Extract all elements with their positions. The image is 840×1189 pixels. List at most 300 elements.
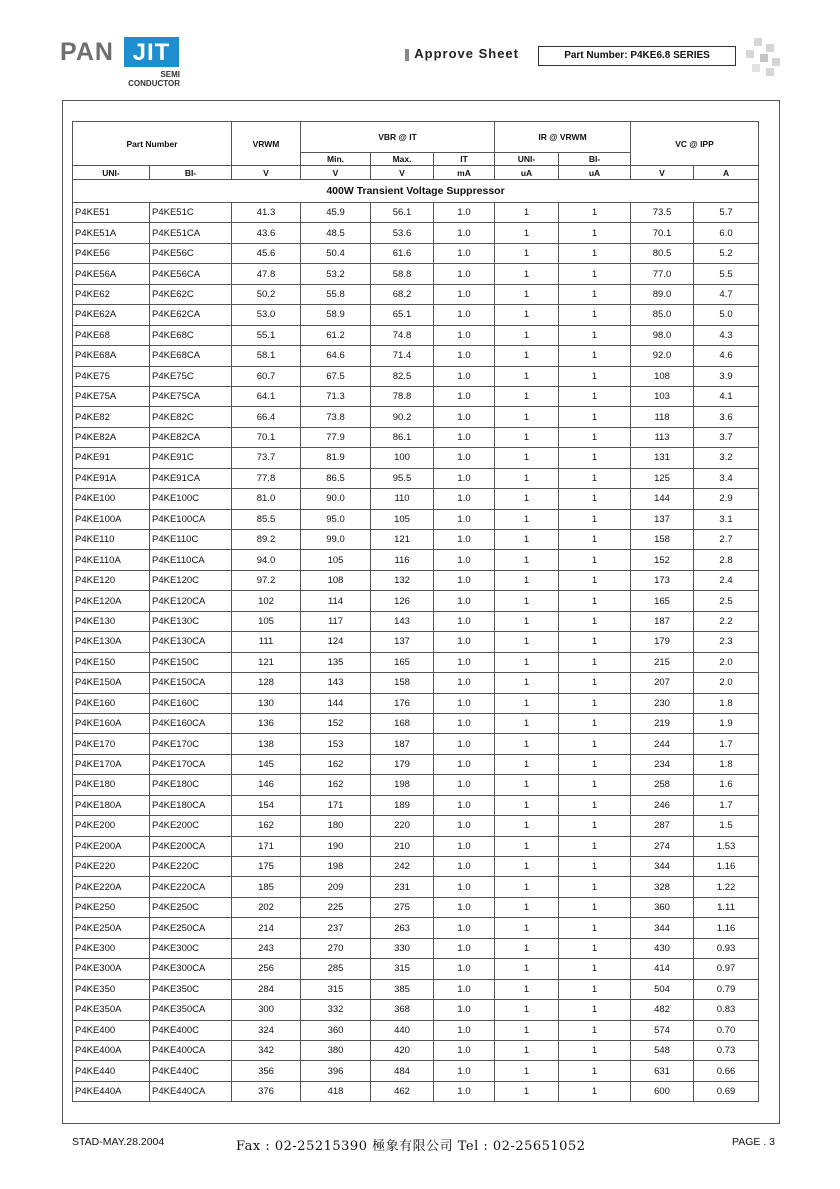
cell-vbr-min: 48.5 bbox=[301, 223, 371, 243]
cell-ir-bi: 1 bbox=[559, 407, 631, 427]
table-row bbox=[73, 509, 759, 529]
cell-ipp: 1.53 bbox=[694, 836, 759, 856]
table-row bbox=[73, 489, 759, 509]
cell-vbr-min: 114 bbox=[301, 591, 371, 611]
cell-it: 1.0 bbox=[434, 713, 495, 733]
cell-vbr-min: 50.4 bbox=[301, 243, 371, 263]
cell-vrwm: 66.4 bbox=[232, 407, 301, 427]
table-row bbox=[73, 203, 759, 223]
table-row bbox=[73, 530, 759, 550]
cell-it: 1.0 bbox=[434, 570, 495, 590]
cell-ipp: 2.8 bbox=[694, 550, 759, 570]
cell-vrwm: 47.8 bbox=[232, 264, 301, 284]
table-row bbox=[73, 1020, 759, 1040]
cell-vrwm: 70.1 bbox=[232, 427, 301, 447]
cell-uni-part: P4KE62A bbox=[73, 305, 150, 325]
cell-it: 1.0 bbox=[434, 203, 495, 223]
decorative-squares-icon bbox=[742, 38, 782, 78]
cell-uni-part: P4KE160A bbox=[73, 713, 150, 733]
cell-vc: 215 bbox=[631, 652, 694, 672]
cell-uni-part: P4KE150 bbox=[73, 652, 150, 672]
cell-vbr-max: 158 bbox=[371, 673, 434, 693]
spec-table bbox=[72, 121, 759, 1102]
cell-ir-bi: 1 bbox=[559, 938, 631, 958]
cell-vc: 98.0 bbox=[631, 325, 694, 345]
cell-vbr-min: 45.9 bbox=[301, 203, 371, 223]
cell-uni-part: P4KE250A bbox=[73, 918, 150, 938]
cell-vc: 234 bbox=[631, 754, 694, 774]
cell-ir-uni: 1 bbox=[495, 386, 559, 406]
cell-bi-part: P4KE300C bbox=[150, 938, 232, 958]
footer-page-number: PAGE . 3 bbox=[732, 1136, 775, 1148]
cell-ir-bi: 1 bbox=[559, 632, 631, 652]
cell-ir-bi: 1 bbox=[559, 550, 631, 570]
cell-it: 1.0 bbox=[434, 386, 495, 406]
cell-ir-bi: 1 bbox=[559, 264, 631, 284]
cell-it: 1.0 bbox=[434, 795, 495, 815]
cell-ir-bi: 1 bbox=[559, 203, 631, 223]
cell-ipp: 2.2 bbox=[694, 611, 759, 631]
cell-uni-part: P4KE62 bbox=[73, 284, 150, 304]
cell-vbr-min: 61.2 bbox=[301, 325, 371, 345]
cell-ir-bi: 1 bbox=[559, 897, 631, 917]
table-row bbox=[73, 264, 759, 284]
cell-uni-part: P4KE82A bbox=[73, 427, 150, 447]
table-row bbox=[73, 243, 759, 263]
cell-vbr-max: 95.5 bbox=[371, 468, 434, 488]
cell-uni-part: P4KE120 bbox=[73, 570, 150, 590]
cell-vrwm: 43.6 bbox=[232, 223, 301, 243]
cell-ir-uni: 1 bbox=[495, 1061, 559, 1081]
table-body bbox=[73, 203, 759, 1102]
header-it: IT bbox=[434, 153, 495, 166]
table-row bbox=[73, 938, 759, 958]
cell-bi-part: P4KE200CA bbox=[150, 836, 232, 856]
cell-uni-part: P4KE91 bbox=[73, 448, 150, 468]
cell-vbr-max: 132 bbox=[371, 570, 434, 590]
cell-bi-part: P4KE56CA bbox=[150, 264, 232, 284]
cell-vbr-max: 78.8 bbox=[371, 386, 434, 406]
cell-vbr-max: 315 bbox=[371, 959, 434, 979]
cell-vc: 108 bbox=[631, 366, 694, 386]
footer-doc-id: STAD-MAY.28.2004 bbox=[72, 1136, 165, 1148]
cell-ir-bi: 1 bbox=[559, 959, 631, 979]
cell-vbr-max: 368 bbox=[371, 1000, 434, 1020]
unit-max: V bbox=[371, 166, 434, 180]
cell-vbr-min: 380 bbox=[301, 1040, 371, 1060]
table-row bbox=[73, 468, 759, 488]
cell-ipp: 2.9 bbox=[694, 489, 759, 509]
cell-uni-part: P4KE440 bbox=[73, 1061, 150, 1081]
cell-ipp: 3.1 bbox=[694, 509, 759, 529]
cell-vc: 73.5 bbox=[631, 203, 694, 223]
cell-vrwm: 41.3 bbox=[232, 203, 301, 223]
cell-ir-uni: 1 bbox=[495, 346, 559, 366]
cell-ipp: 3.7 bbox=[694, 427, 759, 447]
cell-vc: 360 bbox=[631, 897, 694, 917]
table-row bbox=[73, 959, 759, 979]
cell-vc: 158 bbox=[631, 530, 694, 550]
cell-vbr-min: 396 bbox=[301, 1061, 371, 1081]
cell-uni-part: P4KE200A bbox=[73, 836, 150, 856]
cell-vc: 600 bbox=[631, 1081, 694, 1101]
cell-ipp: 1.6 bbox=[694, 775, 759, 795]
page-title-text: Approve Sheet bbox=[414, 46, 519, 61]
cell-vbr-max: 220 bbox=[371, 816, 434, 836]
cell-ipp: 2.5 bbox=[694, 591, 759, 611]
cell-bi-part: P4KE440CA bbox=[150, 1081, 232, 1101]
cell-bi-part: P4KE110C bbox=[150, 530, 232, 550]
cell-vrwm: 300 bbox=[232, 1000, 301, 1020]
cell-uni-part: P4KE400 bbox=[73, 1020, 150, 1040]
header-bi: BI- bbox=[559, 153, 631, 166]
cell-vbr-min: 153 bbox=[301, 734, 371, 754]
cell-bi-part: P4KE160C bbox=[150, 693, 232, 713]
cell-vrwm: 81.0 bbox=[232, 489, 301, 509]
cell-ir-bi: 1 bbox=[559, 489, 631, 509]
cell-vbr-min: 237 bbox=[301, 918, 371, 938]
cell-vc: 258 bbox=[631, 775, 694, 795]
cell-vrwm: 376 bbox=[232, 1081, 301, 1101]
cell-vbr-min: 108 bbox=[301, 570, 371, 590]
cell-vbr-max: 82.5 bbox=[371, 366, 434, 386]
cell-vbr-max: 330 bbox=[371, 938, 434, 958]
cell-vrwm: 243 bbox=[232, 938, 301, 958]
cell-uni-part: P4KE51A bbox=[73, 223, 150, 243]
cell-uni-part: P4KE100 bbox=[73, 489, 150, 509]
cell-ir-bi: 1 bbox=[559, 1081, 631, 1101]
cell-ir-uni: 1 bbox=[495, 1000, 559, 1020]
cell-it: 1.0 bbox=[434, 243, 495, 263]
cell-it: 1.0 bbox=[434, 652, 495, 672]
cell-it: 1.0 bbox=[434, 366, 495, 386]
cell-vc: 287 bbox=[631, 816, 694, 836]
table-row bbox=[73, 325, 759, 345]
cell-vbr-max: 58.8 bbox=[371, 264, 434, 284]
cell-ir-uni: 1 bbox=[495, 959, 559, 979]
cell-ipp: 5.2 bbox=[694, 243, 759, 263]
cell-uni-part: P4KE56A bbox=[73, 264, 150, 284]
table-row bbox=[73, 366, 759, 386]
cell-ir-bi: 1 bbox=[559, 836, 631, 856]
table-row bbox=[73, 346, 759, 366]
cell-vbr-max: 187 bbox=[371, 734, 434, 754]
cell-ir-uni: 1 bbox=[495, 652, 559, 672]
cell-bi-part: P4KE220C bbox=[150, 857, 232, 877]
cell-it: 1.0 bbox=[434, 468, 495, 488]
cell-vrwm: 146 bbox=[232, 775, 301, 795]
cell-vrwm: 356 bbox=[232, 1061, 301, 1081]
cell-ir-bi: 1 bbox=[559, 693, 631, 713]
cell-vbr-min: 77.9 bbox=[301, 427, 371, 447]
cell-ipp: 4.6 bbox=[694, 346, 759, 366]
cell-ipp: 4.3 bbox=[694, 325, 759, 345]
cell-uni-part: P4KE220 bbox=[73, 857, 150, 877]
cell-bi-part: P4KE56C bbox=[150, 243, 232, 263]
cell-ir-bi: 1 bbox=[559, 427, 631, 447]
cell-it: 1.0 bbox=[434, 264, 495, 284]
table-row bbox=[73, 407, 759, 427]
cell-vbr-min: 86.5 bbox=[301, 468, 371, 488]
cell-bi-part: P4KE180C bbox=[150, 775, 232, 795]
cell-vbr-min: 117 bbox=[301, 611, 371, 631]
cell-vrwm: 171 bbox=[232, 836, 301, 856]
cell-vc: 274 bbox=[631, 836, 694, 856]
table-row bbox=[73, 836, 759, 856]
cell-bi-part: P4KE75CA bbox=[150, 386, 232, 406]
cell-vrwm: 145 bbox=[232, 754, 301, 774]
cell-vc: 482 bbox=[631, 1000, 694, 1020]
cell-ipp: 0.79 bbox=[694, 979, 759, 999]
cell-ir-uni: 1 bbox=[495, 570, 559, 590]
cell-vc: 187 bbox=[631, 611, 694, 631]
cell-bi-part: P4KE250CA bbox=[150, 918, 232, 938]
table-row bbox=[73, 448, 759, 468]
cell-ipp: 2.7 bbox=[694, 530, 759, 550]
cell-vc: 113 bbox=[631, 427, 694, 447]
cell-vbr-max: 242 bbox=[371, 857, 434, 877]
cell-ir-bi: 1 bbox=[559, 325, 631, 345]
cell-ir-uni: 1 bbox=[495, 1081, 559, 1101]
cell-ir-uni: 1 bbox=[495, 305, 559, 325]
cell-bi-part: P4KE400C bbox=[150, 1020, 232, 1040]
cell-it: 1.0 bbox=[434, 632, 495, 652]
cell-it: 1.0 bbox=[434, 509, 495, 529]
cell-uni-part: P4KE150A bbox=[73, 673, 150, 693]
logo-conductor-text: CONDUCTOR bbox=[128, 79, 180, 88]
cell-ir-uni: 1 bbox=[495, 550, 559, 570]
cell-it: 1.0 bbox=[434, 754, 495, 774]
cell-it: 1.0 bbox=[434, 775, 495, 795]
cell-ir-bi: 1 bbox=[559, 346, 631, 366]
table-row bbox=[73, 611, 759, 631]
cell-it: 1.0 bbox=[434, 979, 495, 999]
cell-vc: 504 bbox=[631, 979, 694, 999]
cell-vc: 430 bbox=[631, 938, 694, 958]
cell-it: 1.0 bbox=[434, 530, 495, 550]
table-row bbox=[73, 386, 759, 406]
cell-ir-uni: 1 bbox=[495, 754, 559, 774]
cell-vc: 137 bbox=[631, 509, 694, 529]
header-part-number: Part Number bbox=[73, 122, 232, 166]
cell-ipp: 2.0 bbox=[694, 673, 759, 693]
cell-vc: 344 bbox=[631, 918, 694, 938]
unit-it: mA bbox=[434, 166, 495, 180]
cell-ir-uni: 1 bbox=[495, 734, 559, 754]
table-row bbox=[73, 979, 759, 999]
cell-vrwm: 50.2 bbox=[232, 284, 301, 304]
cell-uni-part: P4KE130A bbox=[73, 632, 150, 652]
table-row bbox=[73, 1081, 759, 1101]
cell-bi-part: P4KE220CA bbox=[150, 877, 232, 897]
cell-uni-part: P4KE91A bbox=[73, 468, 150, 488]
cell-vbr-min: 152 bbox=[301, 713, 371, 733]
table-row bbox=[73, 795, 759, 815]
table-row bbox=[73, 652, 759, 672]
table-row bbox=[73, 775, 759, 795]
table-row bbox=[73, 305, 759, 325]
table-row bbox=[73, 1040, 759, 1060]
header-ir: IR @ VRWM bbox=[495, 122, 631, 153]
cell-vbr-min: 198 bbox=[301, 857, 371, 877]
cell-vrwm: 111 bbox=[232, 632, 301, 652]
cell-vbr-min: 332 bbox=[301, 1000, 371, 1020]
section-title: 400W Transient Voltage Suppressor bbox=[73, 180, 759, 203]
cell-ir-bi: 1 bbox=[559, 386, 631, 406]
cell-uni-part: P4KE250 bbox=[73, 897, 150, 917]
cell-it: 1.0 bbox=[434, 284, 495, 304]
cell-vrwm: 105 bbox=[232, 611, 301, 631]
cell-bi-part: P4KE51CA bbox=[150, 223, 232, 243]
cell-vc: 219 bbox=[631, 713, 694, 733]
cell-uni-part: P4KE130 bbox=[73, 611, 150, 631]
cell-ipp: 1.9 bbox=[694, 713, 759, 733]
cell-vc: 631 bbox=[631, 1061, 694, 1081]
cell-vc: 414 bbox=[631, 959, 694, 979]
unit-ir-uni: uA bbox=[495, 166, 559, 180]
cell-ir-bi: 1 bbox=[559, 284, 631, 304]
cell-vbr-min: 55.8 bbox=[301, 284, 371, 304]
cell-ipp: 3.9 bbox=[694, 366, 759, 386]
cell-vc: 173 bbox=[631, 570, 694, 590]
cell-uni-part: P4KE75A bbox=[73, 386, 150, 406]
cell-ipp: 5.5 bbox=[694, 264, 759, 284]
cell-vc: 125 bbox=[631, 468, 694, 488]
table-row bbox=[73, 673, 759, 693]
cell-bi-part: P4KE150CA bbox=[150, 673, 232, 693]
cell-it: 1.0 bbox=[434, 489, 495, 509]
cell-vc: 179 bbox=[631, 632, 694, 652]
cell-bi-part: P4KE82CA bbox=[150, 427, 232, 447]
unit-ir-bi: uA bbox=[559, 166, 631, 180]
logo-jit-text: JIT bbox=[124, 37, 179, 67]
cell-ir-bi: 1 bbox=[559, 1040, 631, 1060]
cell-bi-part: P4KE170CA bbox=[150, 754, 232, 774]
part-number-label: Part Number: bbox=[564, 50, 628, 61]
company-logo bbox=[60, 34, 190, 90]
cell-vrwm: 60.7 bbox=[232, 366, 301, 386]
cell-vbr-min: 360 bbox=[301, 1020, 371, 1040]
cell-ir-bi: 1 bbox=[559, 877, 631, 897]
cell-ir-bi: 1 bbox=[559, 775, 631, 795]
cell-ipp: 6.0 bbox=[694, 223, 759, 243]
cell-ir-uni: 1 bbox=[495, 407, 559, 427]
cell-ipp: 5.0 bbox=[694, 305, 759, 325]
cell-it: 1.0 bbox=[434, 611, 495, 631]
cell-ir-uni: 1 bbox=[495, 877, 559, 897]
cell-ir-bi: 1 bbox=[559, 713, 631, 733]
cell-vc: 152 bbox=[631, 550, 694, 570]
cell-ir-uni: 1 bbox=[495, 366, 559, 386]
cell-vrwm: 102 bbox=[232, 591, 301, 611]
cell-uni-part: P4KE68A bbox=[73, 346, 150, 366]
cell-vrwm: 53.0 bbox=[232, 305, 301, 325]
cell-ir-bi: 1 bbox=[559, 1000, 631, 1020]
cell-uni-part: P4KE56 bbox=[73, 243, 150, 263]
cell-ir-bi: 1 bbox=[559, 305, 631, 325]
cell-ir-bi: 1 bbox=[559, 857, 631, 877]
cell-bi-part: P4KE130C bbox=[150, 611, 232, 631]
cell-it: 1.0 bbox=[434, 1020, 495, 1040]
cell-bi-part: P4KE100C bbox=[150, 489, 232, 509]
header-max: Max. bbox=[371, 153, 434, 166]
cell-vbr-min: 124 bbox=[301, 632, 371, 652]
cell-ipp: 1.8 bbox=[694, 693, 759, 713]
cell-uni-part: P4KE350 bbox=[73, 979, 150, 999]
cell-it: 1.0 bbox=[434, 1081, 495, 1101]
cell-bi-part: P4KE250C bbox=[150, 897, 232, 917]
cell-ipp: 3.4 bbox=[694, 468, 759, 488]
cell-bi-part: P4KE91CA bbox=[150, 468, 232, 488]
cell-ipp: 4.1 bbox=[694, 386, 759, 406]
cell-bi-part: P4KE440C bbox=[150, 1061, 232, 1081]
cell-vrwm: 64.1 bbox=[232, 386, 301, 406]
cell-ir-uni: 1 bbox=[495, 223, 559, 243]
cell-vbr-min: 71.3 bbox=[301, 386, 371, 406]
cell-bi-part: P4KE82C bbox=[150, 407, 232, 427]
cell-uni-part: P4KE120A bbox=[73, 591, 150, 611]
cell-uni-part: P4KE160 bbox=[73, 693, 150, 713]
cell-ir-uni: 1 bbox=[495, 448, 559, 468]
cell-vrwm: 175 bbox=[232, 857, 301, 877]
cell-ipp: 1.7 bbox=[694, 795, 759, 815]
cell-vbr-max: 189 bbox=[371, 795, 434, 815]
cell-ipp: 1.11 bbox=[694, 897, 759, 917]
cell-vbr-max: 74.8 bbox=[371, 325, 434, 345]
cell-ir-uni: 1 bbox=[495, 897, 559, 917]
cell-bi-part: P4KE110CA bbox=[150, 550, 232, 570]
cell-it: 1.0 bbox=[434, 836, 495, 856]
logo-pan-text: PAN bbox=[60, 38, 114, 66]
cell-vbr-max: 100 bbox=[371, 448, 434, 468]
cell-ipp: 3.6 bbox=[694, 407, 759, 427]
cell-vbr-max: 56.1 bbox=[371, 203, 434, 223]
cell-ir-uni: 1 bbox=[495, 979, 559, 999]
cell-vc: 244 bbox=[631, 734, 694, 754]
cell-vrwm: 154 bbox=[232, 795, 301, 815]
cell-ir-bi: 1 bbox=[559, 530, 631, 550]
table-row bbox=[73, 427, 759, 447]
cell-vbr-min: 209 bbox=[301, 877, 371, 897]
logo-semi-text: SEMI bbox=[160, 70, 180, 79]
cell-uni-part: P4KE300 bbox=[73, 938, 150, 958]
header-min: Min. bbox=[301, 153, 371, 166]
cell-it: 1.0 bbox=[434, 897, 495, 917]
cell-bi-part: P4KE68C bbox=[150, 325, 232, 345]
cell-ipp: 0.83 bbox=[694, 1000, 759, 1020]
cell-it: 1.0 bbox=[434, 591, 495, 611]
cell-bi-part: P4KE350C bbox=[150, 979, 232, 999]
cell-ir-uni: 1 bbox=[495, 264, 559, 284]
cell-ir-uni: 1 bbox=[495, 243, 559, 263]
cell-ir-uni: 1 bbox=[495, 713, 559, 733]
cell-vc: 548 bbox=[631, 1040, 694, 1060]
cell-vbr-min: 315 bbox=[301, 979, 371, 999]
cell-vc: 230 bbox=[631, 693, 694, 713]
table-row bbox=[73, 877, 759, 897]
cell-uni-part: P4KE100A bbox=[73, 509, 150, 529]
cell-ir-bi: 1 bbox=[559, 448, 631, 468]
cell-bi-part: P4KE62C bbox=[150, 284, 232, 304]
cell-it: 1.0 bbox=[434, 1061, 495, 1081]
cell-vbr-max: 176 bbox=[371, 693, 434, 713]
cell-ir-bi: 1 bbox=[559, 1020, 631, 1040]
cell-ipp: 1.22 bbox=[694, 877, 759, 897]
cell-ir-uni: 1 bbox=[495, 857, 559, 877]
cell-vrwm: 77.8 bbox=[232, 468, 301, 488]
cell-vc: 70.1 bbox=[631, 223, 694, 243]
cell-ir-uni: 1 bbox=[495, 673, 559, 693]
